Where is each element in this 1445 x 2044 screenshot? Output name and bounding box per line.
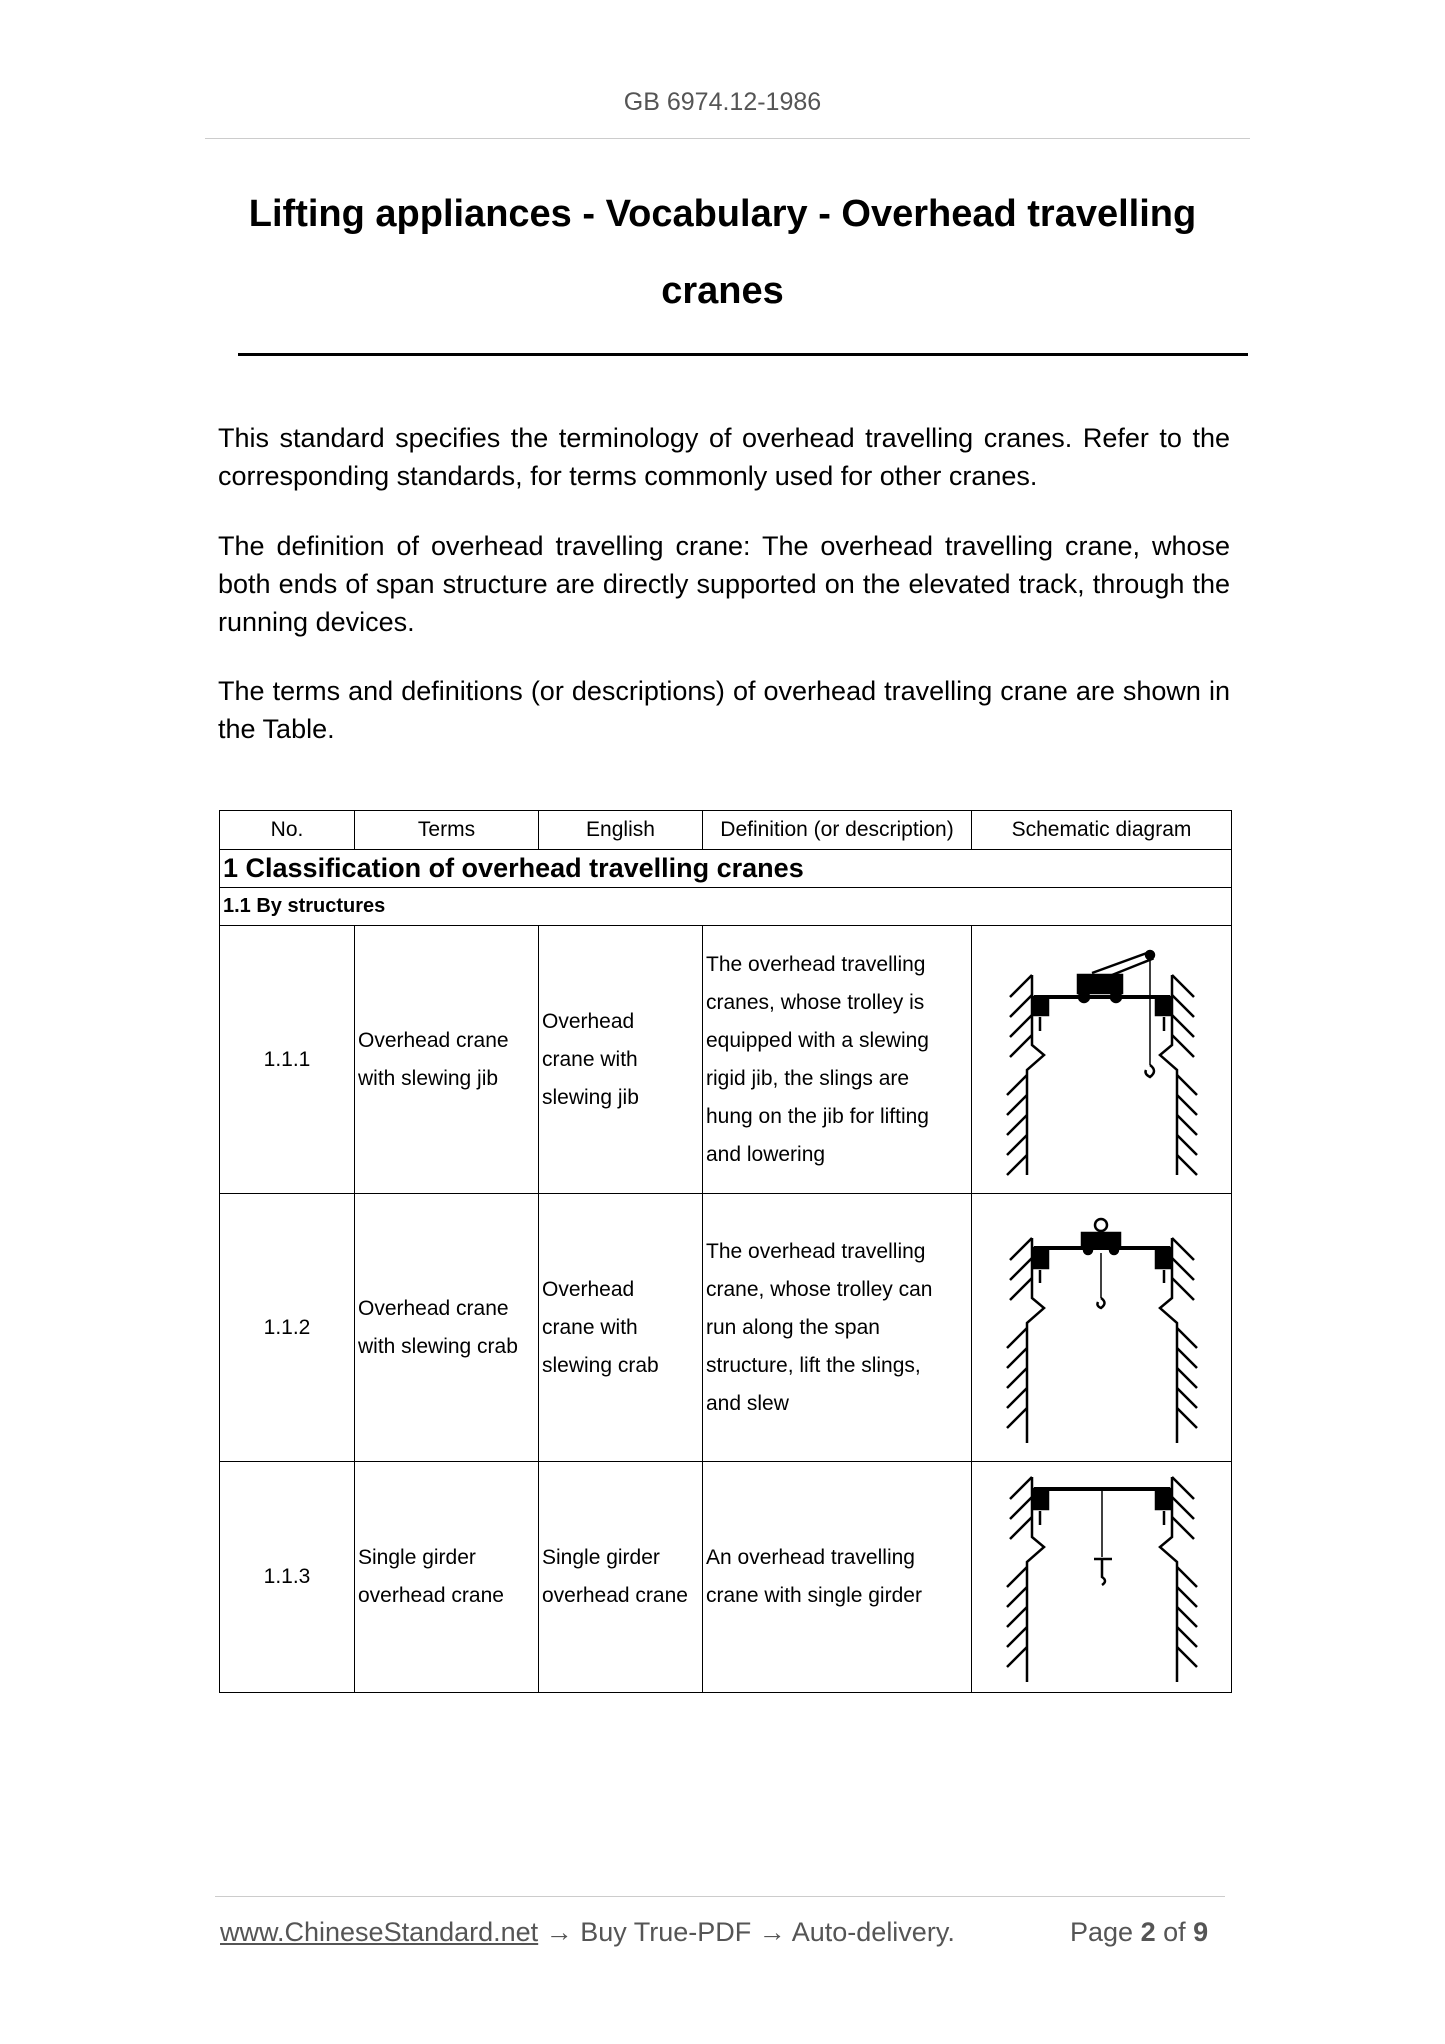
footer-suffix: → Buy True-PDF → Auto-delivery.: [538, 1917, 955, 1947]
english-line: Overhead: [542, 1277, 635, 1301]
table-header-row: [220, 811, 1232, 850]
title-line-1: Lifting appliances - Vocabulary - Overhead travelling: [248, 193, 1197, 235]
page-label: Page: [1070, 1917, 1134, 1947]
crane-slewing-jib-diagram: [982, 935, 1222, 1185]
row-term: [355, 1194, 539, 1462]
definition-line: and slew: [706, 1391, 789, 1415]
row-english: [539, 926, 703, 1194]
row-number: 1.1.1: [220, 926, 355, 1194]
row-diagram: [972, 1462, 1232, 1693]
definition-line: structure, lift the slings,: [706, 1353, 921, 1377]
title-rule: [238, 353, 1248, 356]
english-line: crane with: [542, 1047, 638, 1071]
row-term: [355, 1462, 539, 1693]
intro-paragraph-3: The terms and definitions (or descriptions) of overhead travelling crane are shown in the Table.: [218, 676, 1230, 744]
table-row: [220, 1194, 1232, 1462]
term-line: Overhead crane: [358, 1028, 509, 1052]
row-english: [539, 1194, 703, 1462]
col-header-terms: Terms: [355, 811, 539, 850]
crane-slewing-crab-diagram: [982, 1203, 1222, 1453]
subsection-row: [220, 888, 1232, 926]
english-line: slewing crab: [542, 1353, 659, 1377]
definition-line: The overhead travelling: [706, 952, 926, 976]
definition-line: crane, whose trolley can: [706, 1277, 933, 1301]
row-term: [355, 926, 539, 1194]
english-line: Overhead: [542, 1009, 635, 1033]
english-line: overhead crane: [542, 1584, 688, 1607]
page-indicator: [1070, 1917, 1208, 1948]
page-total: 9: [1193, 1917, 1209, 1947]
term-line: with slewing crab: [358, 1334, 518, 1358]
row-definition: [703, 926, 972, 1194]
definition-line: and lowering: [706, 1142, 826, 1166]
row-diagram: [972, 1194, 1232, 1462]
single-girder-crane-diagram: [982, 1467, 1222, 1687]
col-header-definition: Definition (or description): [703, 811, 972, 850]
footer-left: [220, 1917, 955, 1948]
row-diagram: [972, 926, 1232, 1194]
col-header-no: No.: [220, 811, 355, 850]
english-line: slewing jib: [542, 1085, 639, 1109]
english-line: Single girder: [542, 1546, 660, 1569]
term-line: Overhead crane: [358, 1296, 509, 1320]
definition-line: rigid jib, the slings are: [706, 1066, 910, 1090]
terms-table: [219, 810, 1232, 1693]
row-number: 1.1.3: [220, 1462, 355, 1693]
definition-line: run along the span: [706, 1315, 880, 1339]
term-line: overhead crane: [358, 1584, 504, 1607]
table-row: [220, 926, 1232, 1194]
title-line-2: cranes: [661, 270, 784, 312]
table-row: [220, 1462, 1232, 1693]
definition-line: An overhead travelling: [706, 1546, 915, 1569]
definition-line: cranes, whose trolley is: [706, 990, 925, 1014]
row-definition: [703, 1462, 972, 1693]
row-english: [539, 1462, 703, 1693]
header-divider: [205, 138, 1250, 139]
row-definition: [703, 1194, 972, 1462]
page-current: 2: [1140, 1917, 1156, 1947]
section-heading: 1 Classification of overhead travelling cranes: [220, 850, 1232, 888]
row-number: 1.1.2: [220, 1194, 355, 1462]
term-line: Single girder: [358, 1546, 476, 1569]
definition-line: crane with single girder: [706, 1584, 922, 1607]
website-link[interactable]: www.ChineseStandard.net: [220, 1917, 539, 1947]
intro-paragraph-1: This standard specifies the terminology of overhead travelling cranes. Refer to the corresponding standards, for terms commonly used for other cranes.: [218, 423, 1230, 491]
subsection-heading: 1.1 By structures: [220, 888, 1232, 926]
section-row: [220, 850, 1232, 888]
col-header-diagram: Schematic diagram: [972, 811, 1232, 850]
intro-paragraph-2: The definition of overhead travelling crane: The overhead travelling crane, whose both ends of span structure are directly supported on the elevated track, through the running devices.: [218, 531, 1230, 637]
term-line: with slewing jib: [358, 1066, 499, 1090]
footer-divider: [215, 1896, 1225, 1897]
definition-line: equipped with a slewing: [706, 1028, 929, 1052]
document-header: GB 6974.12-1986: [623, 88, 822, 116]
document-title: [180, 176, 1265, 330]
definition-line: The overhead travelling: [706, 1239, 926, 1263]
page-of: of: [1163, 1917, 1186, 1947]
col-header-english: English: [539, 811, 703, 850]
english-line: crane with: [542, 1315, 638, 1339]
definition-line: hung on the jib for lifting: [706, 1104, 929, 1128]
